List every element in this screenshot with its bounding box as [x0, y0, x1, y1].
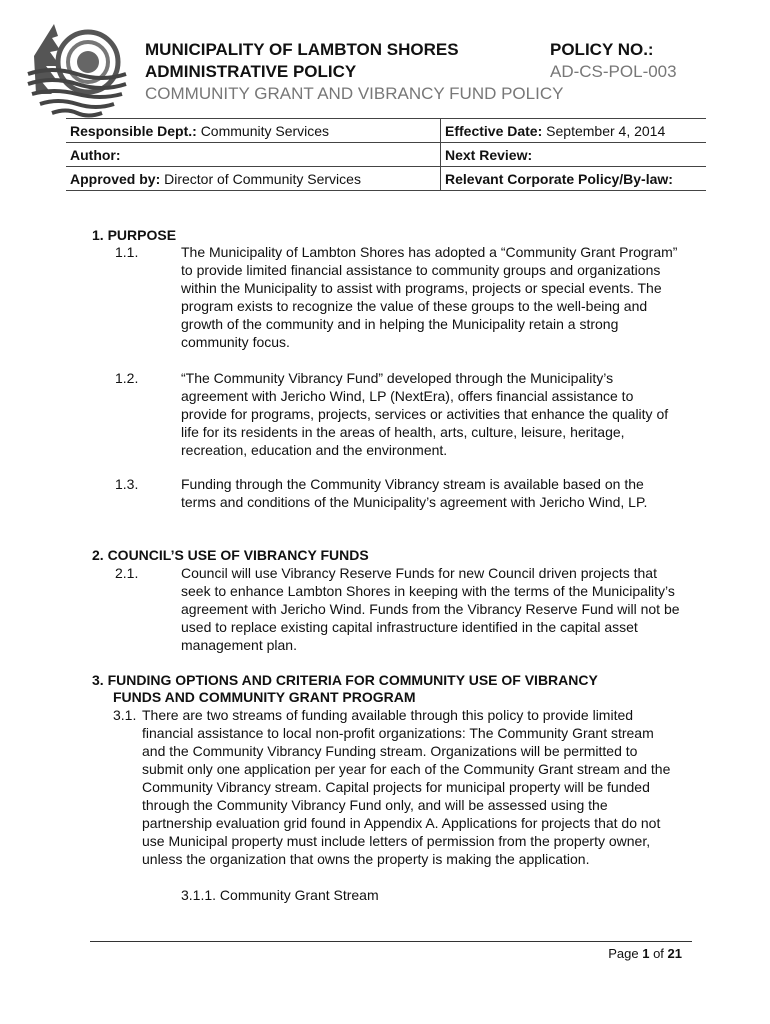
approved-cell — [66, 167, 441, 191]
item-1-1-text: The Municipality of Lambton Shores has adopted a “Community Grant Program” to provide limited financial assistance to community groups and organizations within the Municipality to assist with programs, projects or special events. The program exists to recognize the value of these groups to the well-being and growth of the community and in helping the Municipality retain a strong community focus. — [181, 244, 678, 350]
page-number: 1 — [642, 946, 650, 961]
review-label: Next Review: — [445, 146, 533, 163]
policy-no-label: POLICY NO.: — [550, 40, 654, 59]
page-indicator — [608, 946, 682, 961]
section-2-title: 2. COUNCIL’S USE OF VIBRANCY FUNDS — [92, 547, 369, 563]
effective-value: September 4, 2014 — [546, 122, 666, 139]
policy-name: COMMUNITY GRANT AND VIBRANCY FUND POLICY — [145, 84, 564, 103]
item-1-2-number: 1.2. — [115, 370, 139, 386]
item-2-1-text: Council will use Vibrancy Reserve Funds for new Council driven projects that seek to enhance Lambton Shores in keeping with the terms of the Municipality’s agreement with Jericho Wind. Funds from the Vibrancy Reserve Fund will not be used to replace existing capital infrastructure identified in the capital asset management plan. — [181, 565, 680, 653]
effective-label: Effective Date: — [445, 122, 543, 139]
approved-value: Director of Community Services — [164, 170, 361, 187]
dept-label: Responsible Dept.: — [70, 122, 197, 139]
page-prefix: Page — [608, 946, 639, 961]
item-1-3-number: 1.3. — [115, 476, 139, 492]
item-1-3-text: Funding through the Community Vibrancy stream is available based on the terms and conditions of the Municipality’s agreement with Jericho Wind, LP. — [181, 476, 648, 510]
relevant-label: Relevant Corporate Policy/By-law: — [445, 170, 673, 187]
section-1-title: 1. PURPOSE — [92, 227, 177, 243]
author-cell — [66, 143, 441, 167]
item-2-1-number: 2.1. — [115, 565, 139, 581]
section-3-title-line1: 3. FUNDING OPTIONS AND CRITERIA FOR COMMUNITY USE OF VIBRANCY — [92, 672, 598, 688]
section-3-title-line2: FUNDS AND COMMUNITY GRANT PROGRAM — [113, 689, 416, 705]
review-cell — [441, 143, 707, 167]
footer-rule — [90, 941, 692, 942]
org-title: MUNICIPALITY OF LAMBTON SHORES — [145, 40, 459, 59]
item-3-1-text: There are two streams of funding available through this policy to provide limited financial assistance to local non-profit organizations: The Community Grant stream and the Community Vibrancy Funding stream. Organizations will be permitted to submit only one application per year for each of the Community Grant stream and the Community Vibrancy stream. Capital projects for municipal property will be funded through the Community Vibrancy Fund only, and will be assessed using the partnership evaluation grid found in Appendix A. Applications for projects that do not use Municipal property must include letters of permission from the property owner, unless the organization that owns the property is making the application. — [142, 707, 671, 867]
page-of: of — [653, 946, 664, 961]
dept-cell — [66, 119, 441, 143]
relevant-cell — [441, 167, 707, 191]
item-1-2-text: “The Community Vibrancy Fund” developed through the Municipality’s agreement with Jericho Wind, LP (NextEra), offers financial assistance to provide for programs, projects, services or activities that enhance the quality of life for its residents in the areas of health, arts, culture, leisure, heritage, recreation, education and the environment. — [181, 370, 669, 458]
item-1-1-number: 1.1. — [115, 244, 139, 260]
policy-type: ADMINISTRATIVE POLICY — [145, 62, 357, 81]
dept-value: Community Services — [200, 122, 330, 139]
policy-info-table — [66, 118, 706, 191]
municipality-logo — [22, 16, 132, 120]
page-total: 21 — [667, 946, 682, 961]
author-label: Author: — [70, 146, 121, 163]
item-3-1-1-heading: 3.1.1. Community Grant Stream — [181, 887, 379, 903]
item-3-1-number: 3.1. — [113, 707, 137, 723]
effective-cell — [441, 119, 707, 143]
approved-label: Approved by: — [70, 170, 161, 187]
policy-number: AD-CS-POL-003 — [550, 62, 677, 81]
